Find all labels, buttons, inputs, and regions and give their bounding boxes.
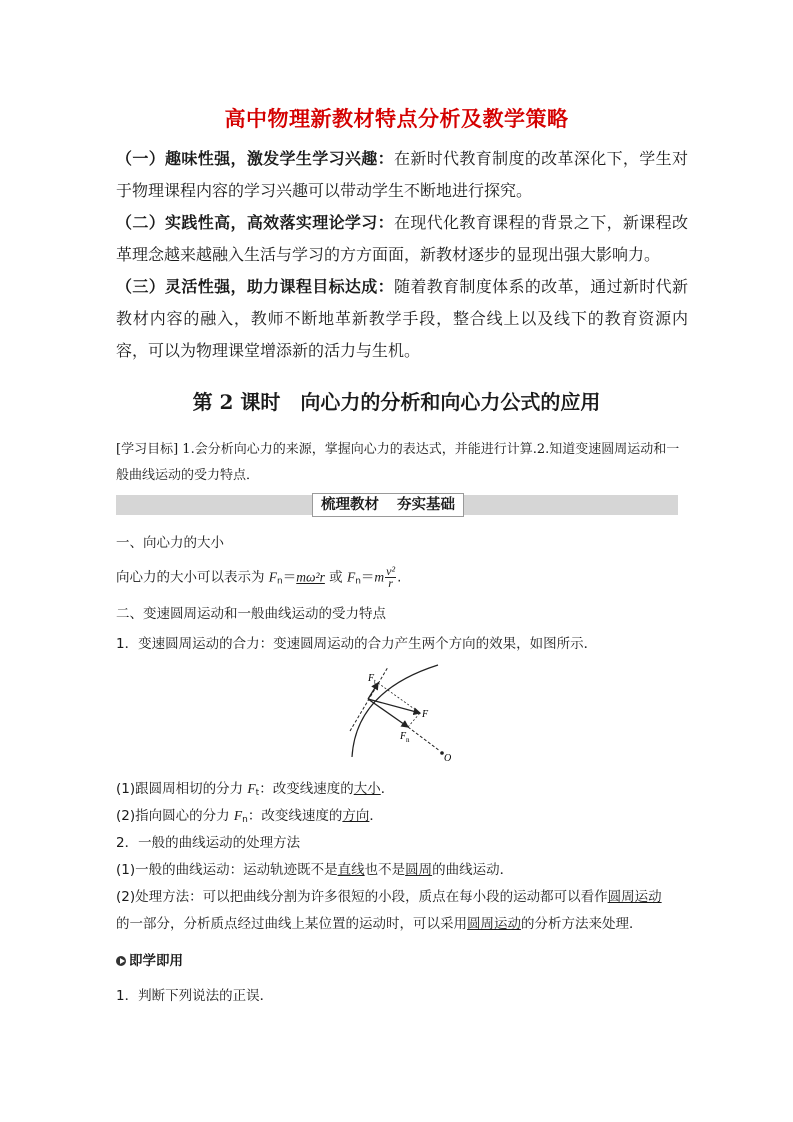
formula-f2-sub: n [355,576,361,587]
force-diagram [340,663,470,767]
p2-prefix: (2)指向圆心的分力 [116,808,234,824]
formula-m: m [374,569,385,585]
formula-eq1: ＝ [282,569,297,586]
p1-answer: 大小 [353,781,381,797]
force-ft-arrow [368,683,378,699]
q1-answer-2: 圆周 [405,862,433,878]
p1-subscript: t [255,788,260,798]
practice-item1: 1．判断下列说法的正误． [116,988,274,1004]
band-left-text: 梳理教材 [321,497,379,513]
p2-mid: ：改变线速度的 [247,808,343,824]
formula-prefix: 向心力的大小可以表示为 [116,569,269,586]
formula-f2: F [346,569,356,585]
section2-q2-line2 [116,914,643,934]
p2-symbol: F [233,808,243,823]
q2-prefix: (2)处理方法：可以把曲线分割为许多很短的小段，质点在每小段的运动都可以看作 [116,889,608,905]
p1-end: ． [380,781,395,797]
label-f: F [422,709,429,720]
p2-end: ． [369,808,383,824]
intro-heading-2: （二）实践性高，高效落实理论学习： [116,213,394,232]
section1-heading: 一、向心力的大小 [116,535,224,551]
section2-heading: 二、变速圆周运动和一般曲线运动的受力特点 [116,606,386,622]
q1-end: 的曲线运动． [432,862,514,878]
intro-heading-3: （三）灵活性强，助力课程目标达成： [116,277,394,296]
label-fn: F [400,731,407,742]
play-bullet-icon [116,956,126,966]
formula-line [116,566,401,592]
learning-goals [116,437,680,489]
section2-point2 [116,806,383,830]
p2-answer: 方向 [342,808,370,824]
q1-answer-1: 直线 [337,862,365,878]
intro-block [116,143,688,367]
intro-text-3: 随着教育制度体系的改革，通过新时代新教材内容的融入，教师不断地革新教学手段，整合线上以及线下的教育资源内容，可以为物理课堂增添新的活力与生机。 [116,277,688,360]
section-band-label [312,493,464,517]
page-title: 高中物理新教材特点分析及教学策略 [224,106,569,131]
section2-q1 [116,860,513,880]
q2-answer-2: 圆周运动 [467,916,521,932]
intro-paragraph-1 [116,143,688,207]
q1-mid: 也不是 [364,862,406,878]
section2-point1 [116,779,394,803]
p1-symbol: F [247,781,256,796]
label-ft: F [368,673,375,684]
q2-end: 的分析方法来处理． [521,916,643,932]
parallelogram-edge-2 [408,713,420,727]
intro-text-2: 在现代化教育课程的背景之下，新课程改革理念越来越融入生活与学习的方方面面，新教材逐步的显现出强大影响力。 [116,213,688,264]
goal-label: [学习目标] [116,442,179,457]
intro-paragraph-3 [116,271,688,367]
p2-subscript: n [242,815,248,825]
q2-answer-1: 圆周运动 [607,889,662,905]
lesson-title: 第 2 课时 向心力的分析和向心力公式的应用 [192,390,601,414]
section2-q2-line1 [116,887,662,907]
formula-or: 或 [324,569,347,586]
label-ft-sub: t [374,678,376,686]
goal-text: 1.会分析向心力的来源，掌握向心力的表达式，并能进行计算.2.知道变速圆周运动和一般曲线运动的受力特点． [116,442,680,483]
p1-prefix: (1)跟圆周相切的分力 [116,781,248,797]
q2-line2-prefix: 的一部分，分析质点经过曲线上某位置的运动时，可以采用 [116,916,467,932]
force-f-arrow [368,699,420,713]
p1-mid: ：改变线速度的 [259,781,354,797]
section-band [116,495,678,515]
section2-item2: 2．一般的曲线运动的处理方法 [116,835,301,851]
section2-item1: 1．变速圆周运动的合力：变速圆周运动的合力产生两个方向的效果，如图所示． [116,636,598,652]
fraction-numerator: v² [386,564,396,578]
fraction-denominator: r [388,576,393,590]
band-right-text: 夯实基础 [397,497,455,513]
practice-heading [116,951,183,971]
practice-heading-text: 即学即用 [129,953,183,969]
parallelogram-edge-1 [378,683,420,713]
q1-prefix: (1)一般的曲线运动：运动轨迹既不是 [116,862,338,878]
formula-eq2: ＝ [360,569,375,586]
formula-fraction [385,566,396,589]
intro-paragraph-2 [116,207,688,271]
label-fn-sub: n [406,736,410,744]
intro-text-1: 在新时代教育制度的改革深化下，学生对于物理课程内容的学习兴趣可以带动学生不断地进行探究。 [116,149,688,200]
force-fn-arrow [368,699,408,727]
formula-end: . [397,569,402,586]
formula-f1: F [268,569,278,585]
intro-heading-1: （一）趣味性强，激发学生学习兴趣： [116,149,394,168]
radius-dashed-line [408,727,440,751]
formula-f1-sub: n [277,576,283,587]
label-o: O [444,753,452,764]
formula-expr1: mω²r [296,569,325,585]
